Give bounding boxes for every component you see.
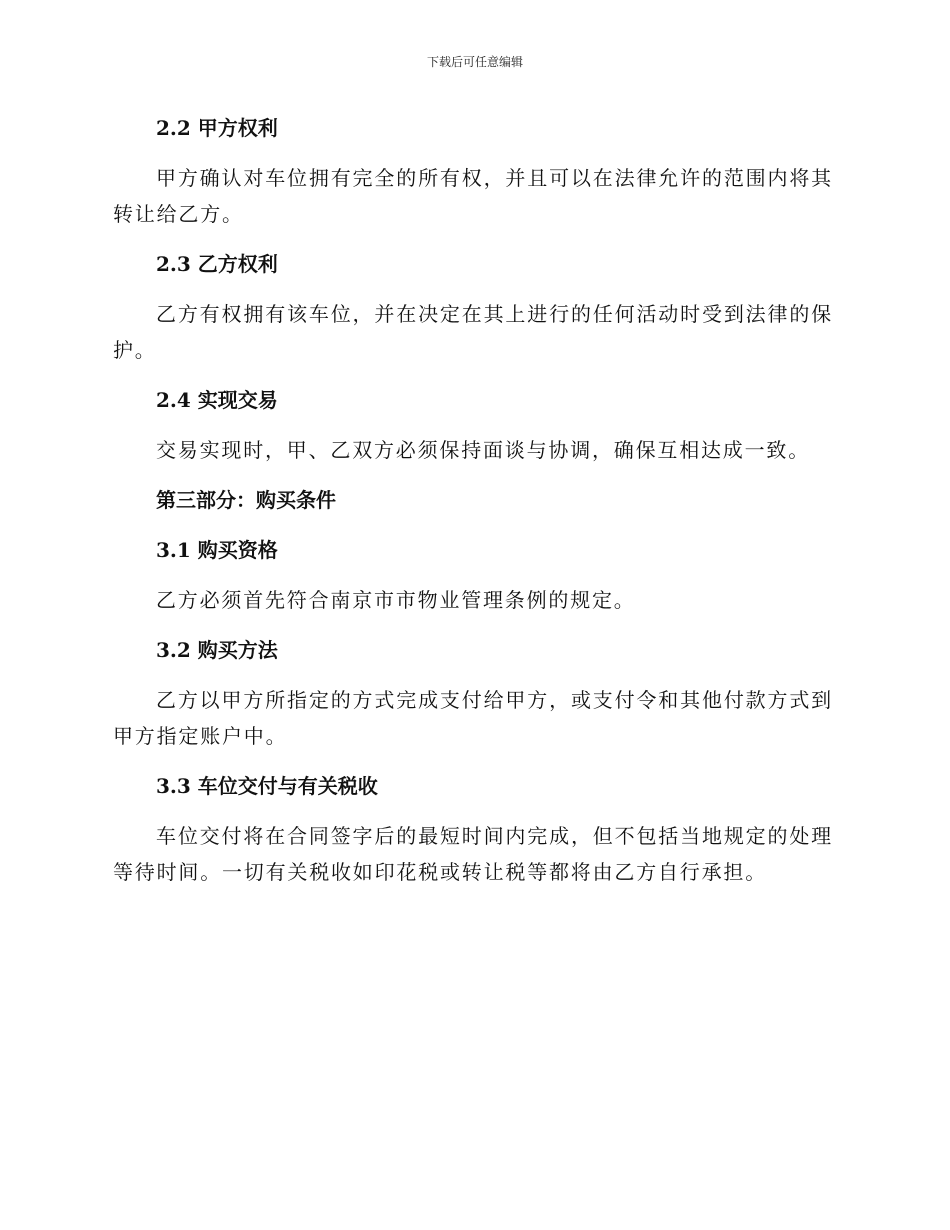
heading-3-2: 3.2 购买方法	[156, 638, 278, 662]
document-body	[113, 110, 833, 890]
heading-3-3: 3.3 车位交付与有关税收	[156, 774, 378, 798]
heading-3-1: 3.1 购买资格	[156, 538, 278, 562]
paragraph-3-3: 车位交付将在合同签字后的最短时间内完成，但不包括当地规定的处理等待时间。一切有关税收如印花税或转让税等都将由乙方自行承担。	[113, 824, 833, 884]
heading-2-3: 2.3 乙方权利	[156, 252, 278, 276]
paragraph-2-2: 甲方确认对车位拥有完全的所有权，并且可以在法律允许的范围内将其转让给乙方。	[113, 166, 833, 226]
paragraph-3-2: 乙方以甲方所指定的方式完成支付给甲方，或支付令和其他付款方式到甲方指定账户中。	[113, 688, 833, 748]
heading-2-2: 2.2 甲方权利	[156, 116, 278, 140]
paragraph-2-4: 交易实现时，甲、乙双方必须保持面谈与协调，确保互相达成一致。	[156, 438, 810, 462]
paragraph-2-3: 乙方有权拥有该车位，并在决定在其上进行的任何活动时受到法律的保护。	[113, 302, 833, 362]
heading-2-4: 2.4 实现交易	[156, 388, 278, 412]
heading-part-3: 第三部分：购买条件	[156, 488, 336, 512]
paragraph-3-1: 乙方必须首先符合南京市市物业管理条例的规定。	[156, 588, 636, 612]
header-note: 下载后可任意编辑	[426, 55, 523, 69]
